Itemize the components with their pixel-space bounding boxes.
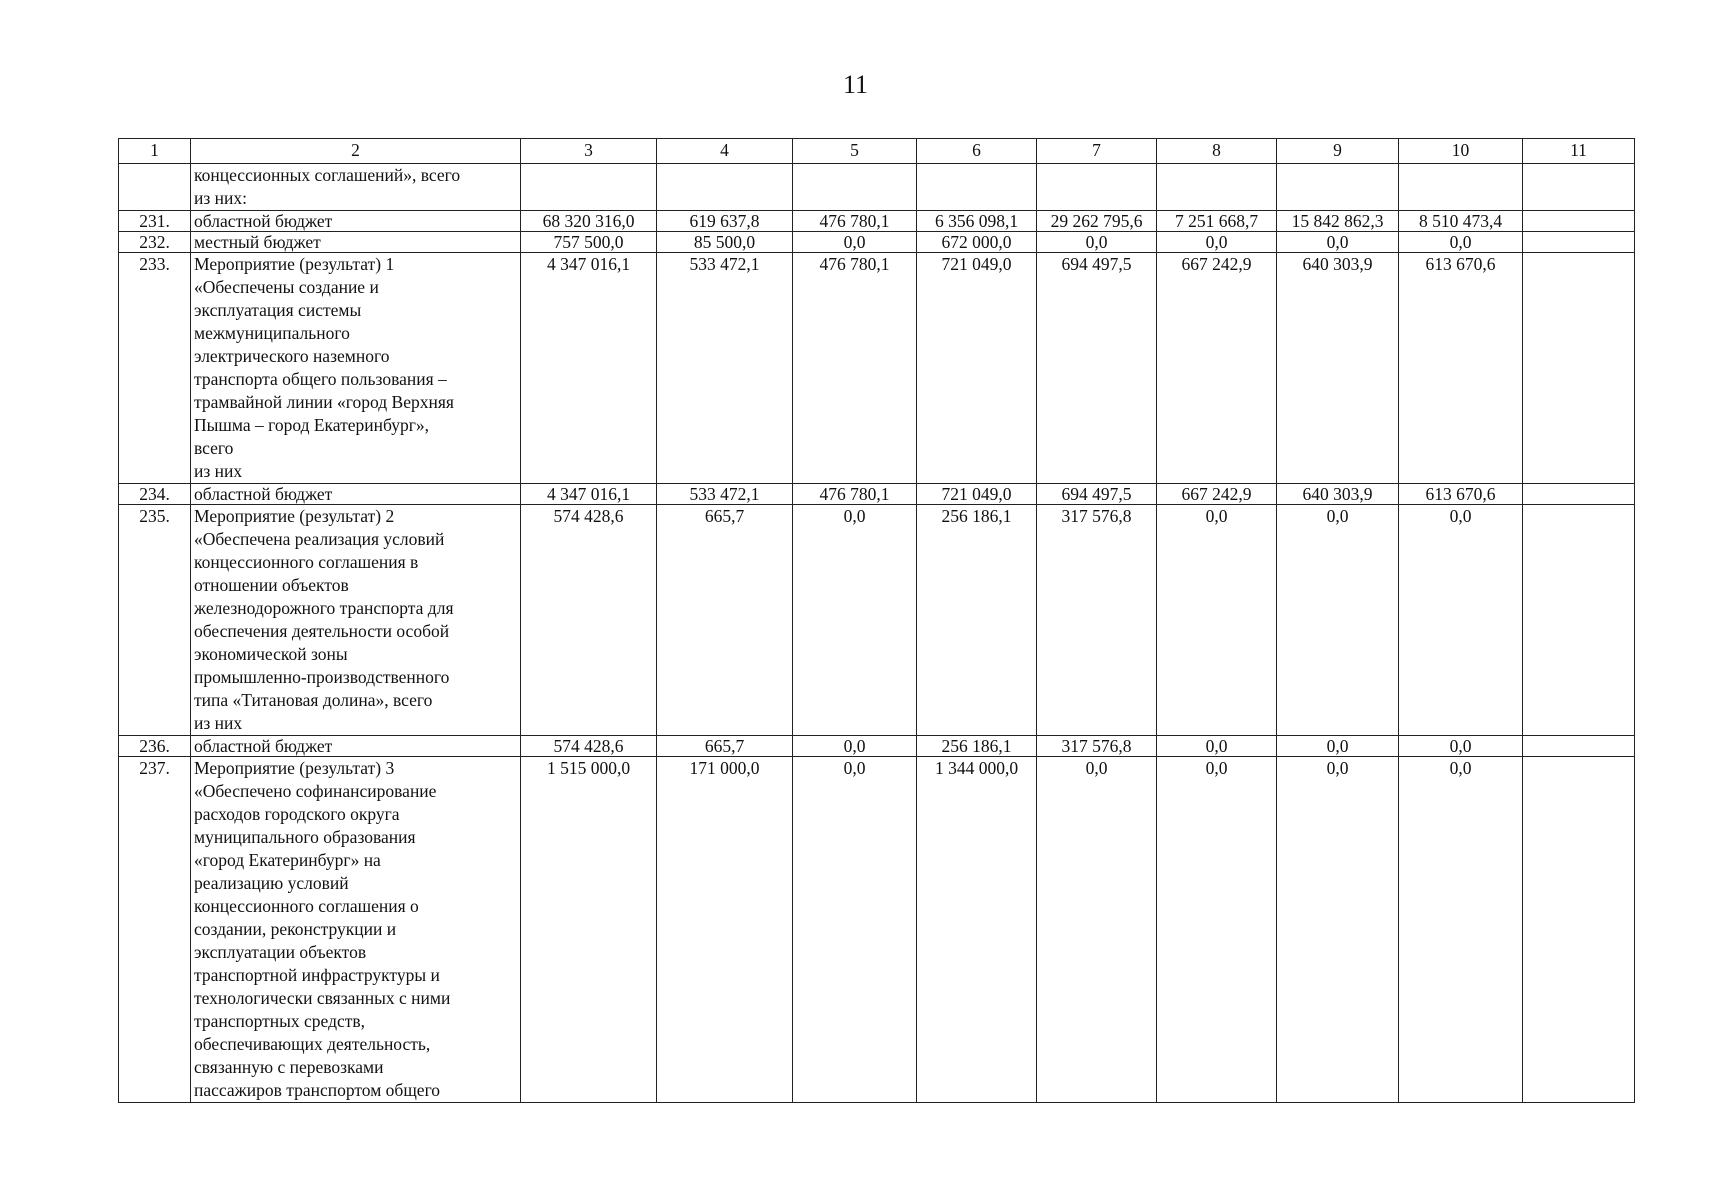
value-cell-col-4: 665,7: [657, 505, 793, 736]
value-cell-col-8: 7 251 668,7: [1157, 211, 1277, 232]
value-cell-col-3: 757 500,0: [521, 232, 657, 253]
value-cell-col-3: 574 428,6: [521, 736, 657, 757]
value-cell-col-9: [1277, 164, 1399, 211]
column-header-row: [119, 139, 1635, 164]
column-header: 9: [1277, 139, 1399, 164]
description-line: создании, реконструкции и: [194, 919, 397, 939]
description-line: обеспечивающих деятельность,: [194, 1034, 431, 1054]
value-cell-col-11: [1523, 164, 1635, 211]
value-cell-col-9: 0,0: [1277, 505, 1399, 736]
description-cell: [191, 253, 521, 484]
value-cell-col-7: 29 262 795,6: [1037, 211, 1157, 232]
value-cell-col-11: [1523, 253, 1635, 484]
value-cell-col-5: 0,0: [793, 757, 917, 1103]
value-cell-col-10: 8 510 473,4: [1399, 211, 1523, 232]
value-cell-col-10: [1399, 164, 1523, 211]
value-cell-col-3: 4 347 016,1: [521, 253, 657, 484]
value-cell-col-6: 6 356 098,1: [917, 211, 1037, 232]
description-line: Мероприятие (результат) 3: [194, 758, 395, 778]
value-cell-col-7: 317 576,8: [1037, 736, 1157, 757]
row-number-cell: 236.: [119, 736, 191, 757]
description-line: концессионного соглашения в: [194, 552, 419, 572]
table-row: [119, 484, 1635, 505]
value-cell-col-11: [1523, 505, 1635, 736]
description-line: «город Екатеринбург» на: [194, 850, 381, 870]
value-cell-col-6: 721 049,0: [917, 253, 1037, 484]
value-cell-col-11: [1523, 736, 1635, 757]
description-line: «Обеспечено софинансирование: [194, 781, 437, 801]
description-line: из них: [194, 461, 243, 481]
row-number-cell: 237.: [119, 757, 191, 1103]
value-cell-col-3: 574 428,6: [521, 505, 657, 736]
value-cell-col-11: [1523, 757, 1635, 1103]
description-line: «Обеспечены создание и: [194, 277, 379, 297]
description-line: типа «Титановая долина», всего: [194, 690, 433, 710]
column-header: 11: [1523, 139, 1635, 164]
value-cell-col-5: 476 780,1: [793, 253, 917, 484]
row-number-cell: [119, 164, 191, 211]
column-header: 8: [1157, 139, 1277, 164]
value-cell-col-6: 1 344 000,0: [917, 757, 1037, 1103]
value-cell-col-7: 694 497,5: [1037, 484, 1157, 505]
description-cell: [191, 232, 521, 253]
value-cell-col-9: 15 842 862,3: [1277, 211, 1399, 232]
value-cell-col-4: 85 500,0: [657, 232, 793, 253]
page-number: 11: [842, 70, 869, 99]
value-cell-col-9: 640 303,9: [1277, 253, 1399, 484]
value-cell-col-7: [1037, 164, 1157, 211]
value-cell-col-8: [1157, 164, 1277, 211]
value-cell-col-5: 0,0: [793, 505, 917, 736]
description-line: местный бюджет: [194, 232, 321, 252]
value-cell-col-8: 667 242,9: [1157, 484, 1277, 505]
value-cell-col-7: 317 576,8: [1037, 505, 1157, 736]
value-cell-col-8: 0,0: [1157, 505, 1277, 736]
value-cell-col-7: 0,0: [1037, 232, 1157, 253]
value-cell-col-6: 256 186,1: [917, 736, 1037, 757]
column-header: 3: [521, 139, 657, 164]
table-row: [119, 164, 1635, 211]
description-line: связанную с перевозками: [194, 1057, 384, 1077]
value-cell-col-3: [521, 164, 657, 211]
value-cell-col-11: [1523, 211, 1635, 232]
description-line: муниципального образования: [194, 827, 416, 847]
column-header: 2: [191, 139, 521, 164]
value-cell-col-10: 613 670,6: [1399, 253, 1523, 484]
value-cell-col-4: 665,7: [657, 736, 793, 757]
value-cell-col-10: 0,0: [1399, 232, 1523, 253]
value-cell-col-4: 171 000,0: [657, 757, 793, 1103]
row-number-cell: 232.: [119, 232, 191, 253]
value-cell-col-9: 0,0: [1277, 232, 1399, 253]
value-cell-col-4: 533 472,1: [657, 484, 793, 505]
value-cell-col-5: 476 780,1: [793, 484, 917, 505]
description-line: Мероприятие (результат) 1: [194, 254, 395, 274]
value-cell-col-11: [1523, 232, 1635, 253]
description-line: отношении объектов: [194, 575, 349, 595]
description-line: экономической зоны: [194, 644, 348, 664]
description-line: промышленно-производственного: [194, 667, 450, 687]
description-cell: [191, 211, 521, 232]
value-cell-col-10: 0,0: [1399, 736, 1523, 757]
description-line: областной бюджет: [194, 736, 333, 756]
description-cell: [191, 757, 521, 1103]
value-cell-col-6: 256 186,1: [917, 505, 1037, 736]
description-cell: [191, 164, 521, 211]
table-row: [119, 232, 1635, 253]
table-row: [119, 505, 1635, 736]
value-cell-col-9: 640 303,9: [1277, 484, 1399, 505]
value-cell-col-10: 613 670,6: [1399, 484, 1523, 505]
column-header: 5: [793, 139, 917, 164]
row-number-cell: 235.: [119, 505, 191, 736]
column-header: 6: [917, 139, 1037, 164]
value-cell-col-8: 0,0: [1157, 736, 1277, 757]
value-cell-col-8: 0,0: [1157, 232, 1277, 253]
table-row: [119, 736, 1635, 757]
description-line: трамвайной линии «город Верхняя: [194, 392, 454, 412]
description-line: эксплуатация системы: [194, 300, 362, 320]
description-line: Мероприятие (результат) 2: [194, 506, 395, 526]
budget-table: [118, 138, 1635, 1103]
value-cell-col-8: 0,0: [1157, 757, 1277, 1103]
value-cell-col-9: 0,0: [1277, 757, 1399, 1103]
table-row: [119, 211, 1635, 232]
description-line: «Обеспечена реализация условий: [194, 529, 445, 549]
value-cell-col-8: 667 242,9: [1157, 253, 1277, 484]
description-line: железнодорожного транспорта для: [194, 598, 454, 618]
description-line: транспортных средств,: [194, 1011, 366, 1031]
description-line: пассажиров транспортом общего: [194, 1080, 441, 1100]
column-header: 4: [657, 139, 793, 164]
value-cell-col-10: 0,0: [1399, 505, 1523, 736]
value-cell-col-9: 0,0: [1277, 736, 1399, 757]
description-line: концессионного соглашения о: [194, 896, 419, 916]
value-cell-col-5: [793, 164, 917, 211]
description-line: транспорта общего пользования –: [194, 369, 447, 389]
value-cell-col-4: [657, 164, 793, 211]
description-line: из них: [194, 713, 243, 733]
table-row: [119, 757, 1635, 1103]
value-cell-col-5: 476 780,1: [793, 211, 917, 232]
value-cell-col-4: 533 472,1: [657, 253, 793, 484]
description-cell: [191, 484, 521, 505]
description-line: технологически связанных с ними: [194, 988, 451, 1008]
value-cell-col-10: 0,0: [1399, 757, 1523, 1103]
description-line: обеспечения деятельности особой: [194, 621, 450, 641]
description-line: электрического наземного: [194, 346, 390, 366]
description-line: эксплуатации объектов: [194, 942, 367, 962]
description-line: областной бюджет: [194, 211, 333, 231]
value-cell-col-3: 1 515 000,0: [521, 757, 657, 1103]
value-cell-col-6: 672 000,0: [917, 232, 1037, 253]
value-cell-col-6: [917, 164, 1037, 211]
description-line: Пышма – город Екатеринбург»,: [194, 415, 430, 435]
description-cell: [191, 736, 521, 757]
row-number-cell: 233.: [119, 253, 191, 484]
value-cell-col-5: 0,0: [793, 736, 917, 757]
description-line: реализацию условий: [194, 873, 349, 893]
description-cell: [191, 505, 521, 736]
description-line: всего: [194, 438, 234, 458]
column-header: 7: [1037, 139, 1157, 164]
row-number-cell: 231.: [119, 211, 191, 232]
column-header: 10: [1399, 139, 1523, 164]
value-cell-col-3: 4 347 016,1: [521, 484, 657, 505]
description-line: межмуниципального: [194, 323, 350, 343]
value-cell-col-6: 721 049,0: [917, 484, 1037, 505]
description-line: концессионных соглашений», всего: [194, 165, 461, 185]
description-line: областной бюджет: [194, 484, 333, 504]
value-cell-col-7: 694 497,5: [1037, 253, 1157, 484]
description-line: расходов городского округа: [194, 804, 400, 824]
table-row: [119, 253, 1635, 484]
value-cell-col-7: 0,0: [1037, 757, 1157, 1103]
description-line: транспортной инфраструктуры и: [194, 965, 440, 985]
description-line: из них:: [194, 188, 247, 208]
value-cell-col-3: 68 320 316,0: [521, 211, 657, 232]
value-cell-col-4: 619 637,8: [657, 211, 793, 232]
value-cell-col-5: 0,0: [793, 232, 917, 253]
row-number-cell: 234.: [119, 484, 191, 505]
column-header: 1: [119, 139, 191, 164]
table-body: [119, 139, 1635, 1103]
value-cell-col-11: [1523, 484, 1635, 505]
